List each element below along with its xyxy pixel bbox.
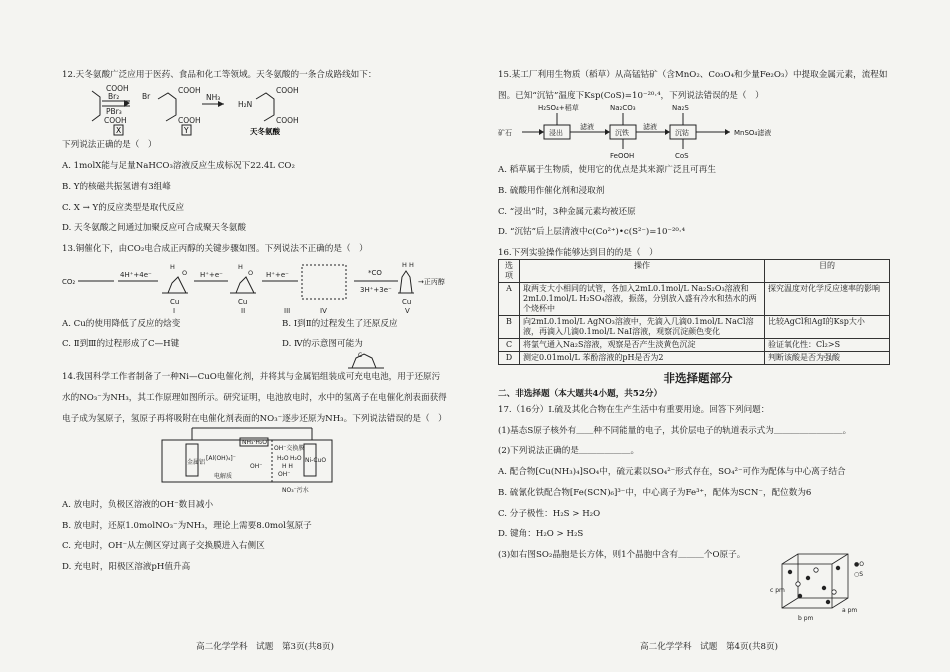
q13-stem: 13.铜催化下，由CO₂电合成正丙醇的关键步骤如图。下列说法不正确的是（ ） — [62, 244, 368, 255]
water-right-label: H₂O — [290, 455, 302, 463]
cu-label-3: Cu — [402, 297, 412, 306]
step1-reagent: 4H⁺+4e⁻ — [120, 270, 152, 279]
row-option: A — [499, 282, 520, 315]
axis-a: a pm — [842, 607, 858, 614]
species-label-5: V — [405, 306, 410, 315]
q17-intro: 17.（16分）Ⅰ.硫及其化合物在生产生活中有重要用途。回答下列问题： — [498, 404, 770, 415]
axis-c: c pm — [770, 587, 785, 594]
header-purpose: 目的 — [765, 259, 890, 282]
part2-heading: 二、非选择题（本大题共4小题，共52分） — [498, 389, 663, 400]
table-row — [499, 315, 890, 338]
row-operation: 向2mL0.1mol/L AgNO₃溶液中，先滴入几滴0.1mol/L NaCl溶液，再滴入几滴0.1mol/L NaI溶液，观察沉淀颜色变化 — [520, 315, 765, 338]
filtrate-label-2: 滤液 — [643, 123, 657, 132]
q12-option-b: B. Y的核磁共振氢谱有3组峰 — [62, 181, 171, 192]
reagent-sodium-carbonate: Na₂CO₃ — [610, 104, 636, 113]
ammonia-label: NH₃·H₂O — [242, 439, 267, 447]
hydroxide-label-1: OH⁻ — [250, 463, 263, 471]
svg-text:H H: H H — [402, 260, 414, 269]
q17-part1: (1)基态S原子核外有＿＿种不同能量的电子，其价层电子的轨道表示式为＿＿＿＿＿＿＿＿。 — [498, 425, 852, 436]
q12-option-d: D. 天冬氨酸之间通过加聚反应可合成聚天冬氨酸 — [62, 223, 246, 234]
h-atoms-label: H H — [282, 463, 293, 471]
cu-label-2: Cu — [238, 297, 248, 306]
q13-option-c: C. Ⅱ到Ⅲ的过程形成了C—H键 — [62, 339, 180, 350]
q16-experiment-table — [498, 259, 890, 365]
row-purpose: 验证氧化性：Cl₂>S — [765, 338, 890, 351]
left-column — [62, 70, 452, 573]
q13-mechanism-scheme — [62, 255, 452, 319]
species-label-2: II — [241, 306, 246, 315]
catalyst-electrode-label: Ni-CuO — [305, 457, 327, 465]
aluminate-label: [Al(OH)₄]⁻ — [206, 455, 236, 463]
q14-option-a: A. 放电时，负极区溶液的OH⁻数目减小 — [62, 500, 214, 511]
row-operation: 测定0.01mol/L 苯酚溶液的pH是否为2 — [520, 351, 765, 364]
q16-table-header — [499, 259, 890, 282]
product-label: MnSO₄滤液 — [734, 129, 772, 138]
precipitate-feooh: FeOOH — [610, 152, 635, 161]
step4-reagent-bottom: 3H⁺+3e⁻ — [360, 285, 392, 294]
legend-oxygen: ●O — [854, 561, 864, 568]
z-top-group: COOH — [276, 85, 299, 95]
arrow1-reagent-bottom: PBr₃ — [106, 106, 122, 116]
q15-option-b: B. 硫酸用作催化剂和浸取剂 — [498, 185, 605, 196]
electrolyte-label: 电解质 — [214, 473, 233, 481]
arrow2-reagent: NH₃ — [206, 92, 221, 102]
x-bottom-group: COOH — [104, 115, 127, 125]
species-label-4: IV — [320, 306, 327, 315]
q13-option-b: B. Ⅰ到Ⅱ的过程发生了还原反应 — [282, 318, 398, 329]
reagent-acid-straw: H₂SO₄+稻草 — [538, 104, 579, 113]
y-bottom-group: COOH — [178, 115, 201, 125]
membrane-label: OH⁻交换膜 — [274, 445, 305, 453]
q13-options-row1 — [62, 319, 452, 330]
q14-stem-line2: 水的NO₃⁻为NH₃，其工作原理如图所示。研究证明，电池放电时，水中的氢离子在电催化剂表面获得 — [62, 392, 447, 403]
iron-removal-step: 沉铁 — [615, 129, 629, 138]
q12-option-a: A. 1molX能与足量NaHCO₃溶液反应生成标况下22.4L CO₂ — [62, 161, 295, 172]
table-row — [499, 338, 890, 351]
q12-stem: 12.天冬氨酸广泛应用于医药、食品和化工等领域。天冬氨酸的一条合成路线如下： — [62, 70, 377, 80]
q17-option-a: A. 配合物[Cu(NH₃)₄]SO₄中，硫元素以SO₄²⁻形式存在，SO₄²⁻可作为配体与中心离子结合 — [498, 467, 846, 478]
table-row — [499, 282, 890, 315]
label-aspartic-acid: 天冬氨酸 — [250, 126, 280, 136]
footer-left: 高二化学学科 试题 第3页(共8页) — [196, 642, 334, 652]
row-operation: 将氯气通入Na₂S溶液，观察是否产生淡黄色沉淀 — [520, 338, 765, 351]
label-x: X — [116, 125, 122, 135]
q14-stem-line3: 电子成为氢原子，氢原子再将吸附在电催化剂表面的NO₃⁻逐步还原为NH₃。下列说法错误的是（ ） — [62, 413, 447, 424]
q17-option-c: C. 分子极性：H₂S > H₂O — [498, 508, 601, 519]
q15-flowchart — [498, 101, 898, 165]
row-purpose: 比较AgCl和AgI的Ksp大小 — [765, 315, 890, 338]
row-option: B — [499, 315, 520, 338]
q13-option-d: D. Ⅳ的示意图可能为 — [282, 339, 363, 350]
step2-reagent: H⁺+e⁻ — [200, 270, 223, 279]
y-top-group: COOH — [178, 85, 201, 95]
propanol-end: →正丙醇 — [418, 277, 445, 286]
q13-option-a: A. Cu的使用降低了反应的焓变 — [62, 318, 181, 329]
header-option: 选项 — [499, 259, 520, 282]
q14-battery-diagram — [122, 424, 452, 500]
hydroxide-label-2: OH⁻ — [278, 471, 291, 479]
row-operation: 取两支大小相同的试管，各加入2mL0.1mol/L Na₂S₂O₃溶液和2mL0.1mol/L H₂SO₄溶液，振荡，分别放入盛有冷水和热水的两个烧杯中 — [520, 282, 765, 315]
section-title: 非选择题部分 — [663, 370, 733, 385]
q14-option-d: D. 充电时，阳极区溶液pH值升高 — [62, 562, 191, 573]
water-left-label: H₂O — [277, 455, 289, 463]
table-row — [499, 351, 890, 364]
q17-option-d: D. 键角：H₂O > H₂S — [498, 529, 584, 540]
axis-b: b pm — [798, 615, 814, 622]
q12-option-c: C. X → Y的反应类型是取代反应 — [62, 202, 185, 213]
al-electrode-label: 金属铝 — [187, 459, 206, 467]
row-option: D — [499, 351, 520, 364]
header-operation: 操作 — [520, 259, 765, 282]
svg-text:H: H — [238, 262, 243, 271]
x-top-group: COOH — [106, 83, 129, 93]
precipitate-cos: CoS — [675, 152, 689, 161]
row-purpose: 探究温度对化学反应速率的影响 — [765, 282, 890, 315]
q17-part2: (2)下列说法正确的是＿＿＿＿＿＿。 — [498, 446, 640, 457]
q16-stem: 16.下列实验操作能够达到目的的是（ ） — [498, 248, 658, 259]
q12-prompt: 下列说法正确的是（ ） — [62, 140, 157, 151]
q12-synthesis-scheme — [62, 81, 452, 141]
row-option: C — [499, 338, 520, 351]
step4-reagent-top: *CO — [368, 268, 382, 277]
svg-text:H: H — [170, 262, 175, 271]
svg-text:O: O — [182, 268, 188, 277]
leach-step: 浸出 — [549, 129, 563, 138]
cu-label-1: Cu — [170, 297, 180, 306]
so2-unit-cell-figure — [768, 548, 878, 628]
label-y: Y — [184, 125, 189, 135]
q15-option-a: A. 稻草属于生物质，使用它的优点是其来源广泛且可再生 — [498, 165, 716, 176]
arrow1-reagent-top: Br₂ — [108, 91, 120, 101]
svg-text:O: O — [248, 268, 254, 277]
row-purpose: 判断该酸是否为强酸 — [765, 351, 890, 364]
y-br: Br — [142, 91, 151, 101]
right-column — [498, 70, 898, 561]
filtrate-label-1: 滤液 — [580, 123, 594, 132]
z-nh2: H₂N — [238, 99, 253, 109]
q13-option-d-structure — [344, 350, 452, 372]
z-bottom-group: COOH — [276, 115, 299, 125]
co2-start: CO₂ — [62, 277, 76, 286]
q15-option-c: C. “浸出”时，3种金属元素均被还原 — [498, 206, 636, 217]
reagent-sodium-sulfide: Na₂S — [672, 104, 689, 113]
q13-options-row2 — [62, 339, 452, 350]
legend-sulfur: ○S — [854, 571, 864, 578]
species-label-1: I — [173, 306, 176, 315]
step3-reagent: H⁺+e⁻ — [266, 270, 289, 279]
q17-part3: (3)如右图SO₂晶胞是长方体，则1个晶胞中含有＿＿＿个O原子。 — [498, 550, 746, 561]
species-label-3: III — [284, 306, 291, 315]
footer-right: 高二化学学科 试题 第4页(共8页) — [640, 642, 778, 652]
svg-text:C: C — [358, 352, 363, 360]
ore-label: 矿石 — [498, 129, 512, 138]
q14-option-c: C. 充电时，OH⁻从左侧区穿过离子交换膜进入右侧区 — [62, 541, 265, 552]
q17-option-b: B. 硫氰化铁配合物[Fe(SCN)₆]³⁻中，中心离子为Fe³⁺，配体为SCN⁻，配位数为6 — [498, 487, 812, 498]
nitrate-wastewater-label: NO₃⁻污水 — [282, 487, 309, 495]
q15-stem-line1: 15.某工厂利用生物质（稻草）从高锰钴矿（含MnO₂、Co₃O₄和少量Fe₂O₃）中提取金属元素，流程如 — [498, 70, 888, 80]
cobalt-precipitation-step: 沉钴 — [675, 129, 689, 138]
q15-stem-line2: 图。已知“沉钴”温度下Ksp(CoS)=10⁻²⁰·⁴，下列说法错误的是（ ） — [498, 90, 764, 101]
q14-stem-line1: 14.我国科学工作者制备了一种Ni—CuO电催化剂，并将其与金属铝组装成可充电电池，用于还原污 — [62, 372, 441, 383]
q14-option-b: B. 放电时，还原1.0molNO₃⁻为NH₃，理论上需要8.0mol氢原子 — [62, 520, 312, 531]
q15-option-d: D. “沉钴”后上层清液中c(Co²⁺)•c(S²⁻)=10⁻²⁰·⁴ — [498, 227, 686, 238]
